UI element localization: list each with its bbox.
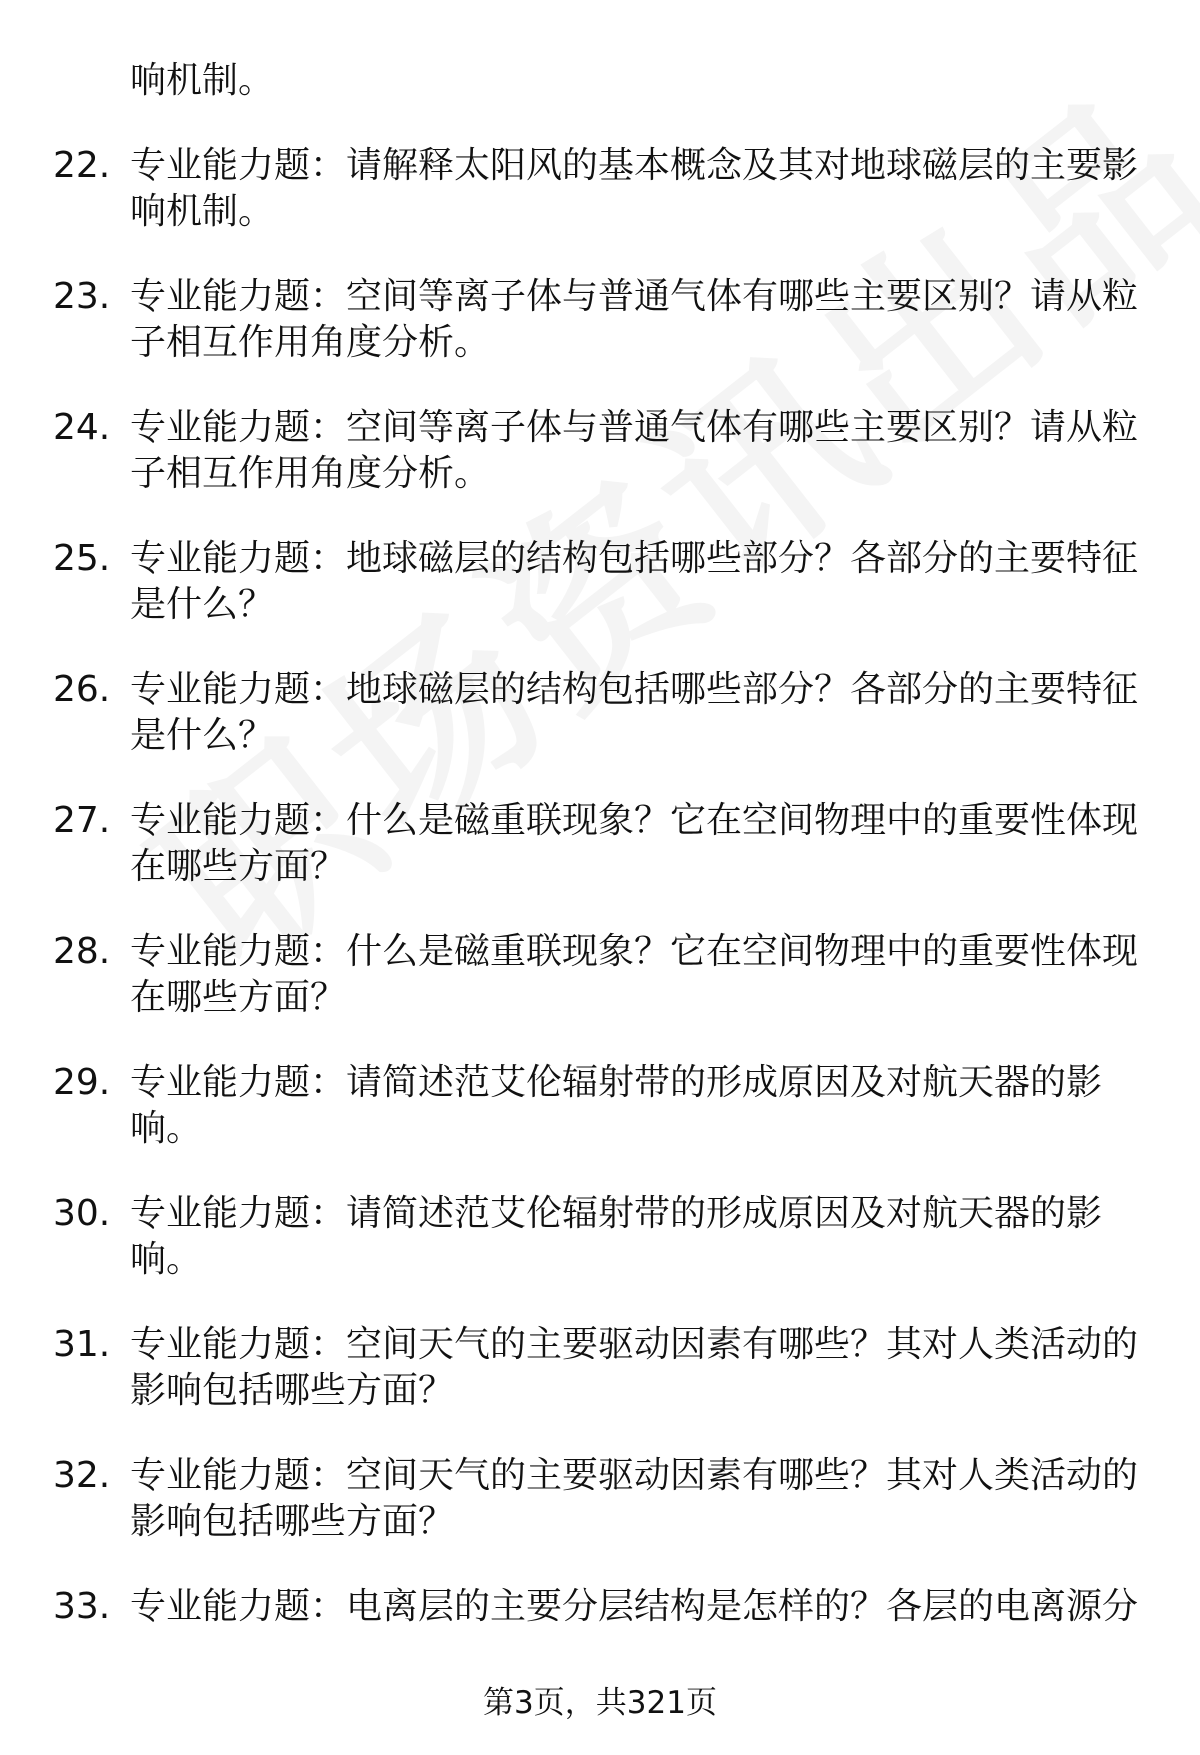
item-text: 专业能力题：空间天气的主要驱动因素有哪些？其对人类活动的影响包括哪些方面？	[130, 1324, 1139, 1411]
item-text: 专业能力题：地球磁层的结构包括哪些部分？各部分的主要特征是什么？	[130, 669, 1139, 756]
list-item	[0, 798, 1200, 929]
continuation-text: 响机制。	[130, 60, 275, 101]
item-number: 22.	[53, 145, 111, 186]
item-number: 28.	[53, 931, 111, 972]
item-number: 23.	[53, 276, 111, 317]
list-item	[0, 274, 1200, 405]
item-number: 31.	[53, 1324, 111, 1365]
item-text: 专业能力题：地球磁层的结构包括哪些部分？各部分的主要特征是什么？	[130, 538, 1139, 625]
list-item	[0, 536, 1200, 667]
item-number: 29.	[53, 1062, 111, 1103]
item-number: 30.	[53, 1193, 111, 1234]
item-text: 专业能力题：请解释太阳风的基本概念及其对地球磁层的主要影响机制。	[130, 145, 1139, 232]
item-text: 专业能力题：空间等离子体与普通气体有哪些主要区别？请从粒子相互作用角度分析。	[130, 276, 1139, 363]
item-number: 27.	[53, 800, 111, 841]
item-number: 32.	[53, 1455, 111, 1496]
list-item	[0, 1453, 1200, 1584]
list-item	[0, 929, 1200, 1060]
item-text: 专业能力题：请简述范艾伦辐射带的形成原因及对航天器的影响。	[130, 1062, 1103, 1149]
item-number: 33.	[53, 1586, 111, 1627]
page-footer: 第3页，共321页	[483, 1685, 717, 1721]
list-item	[0, 1322, 1200, 1453]
item-text: 专业能力题：空间等离子体与普通气体有哪些主要区别？请从粒子相互作用角度分析。	[130, 407, 1139, 494]
item-number: 25.	[53, 538, 111, 579]
item-text: 专业能力题：电离层的主要分层结构是怎样的？各层的电离源分	[130, 1586, 1139, 1627]
item-number: 24.	[53, 407, 111, 448]
item-text: 专业能力题：请简述范艾伦辐射带的形成原因及对航天器的影响。	[130, 1193, 1103, 1280]
item-text: 专业能力题：什么是磁重联现象？它在空间物理中的重要性体现在哪些方面？	[130, 800, 1139, 887]
item-text: 专业能力题：什么是磁重联现象？它在空间物理中的重要性体现在哪些方面？	[130, 931, 1139, 1018]
list-item	[0, 1191, 1200, 1322]
list-item	[0, 143, 1200, 274]
item-number: 26.	[53, 669, 111, 710]
list-item	[0, 405, 1200, 536]
list-item	[0, 1060, 1200, 1191]
item-text: 专业能力题：空间天气的主要驱动因素有哪些？其对人类活动的影响包括哪些方面？	[130, 1455, 1139, 1542]
question-list	[0, 143, 1200, 1715]
list-item	[0, 667, 1200, 798]
